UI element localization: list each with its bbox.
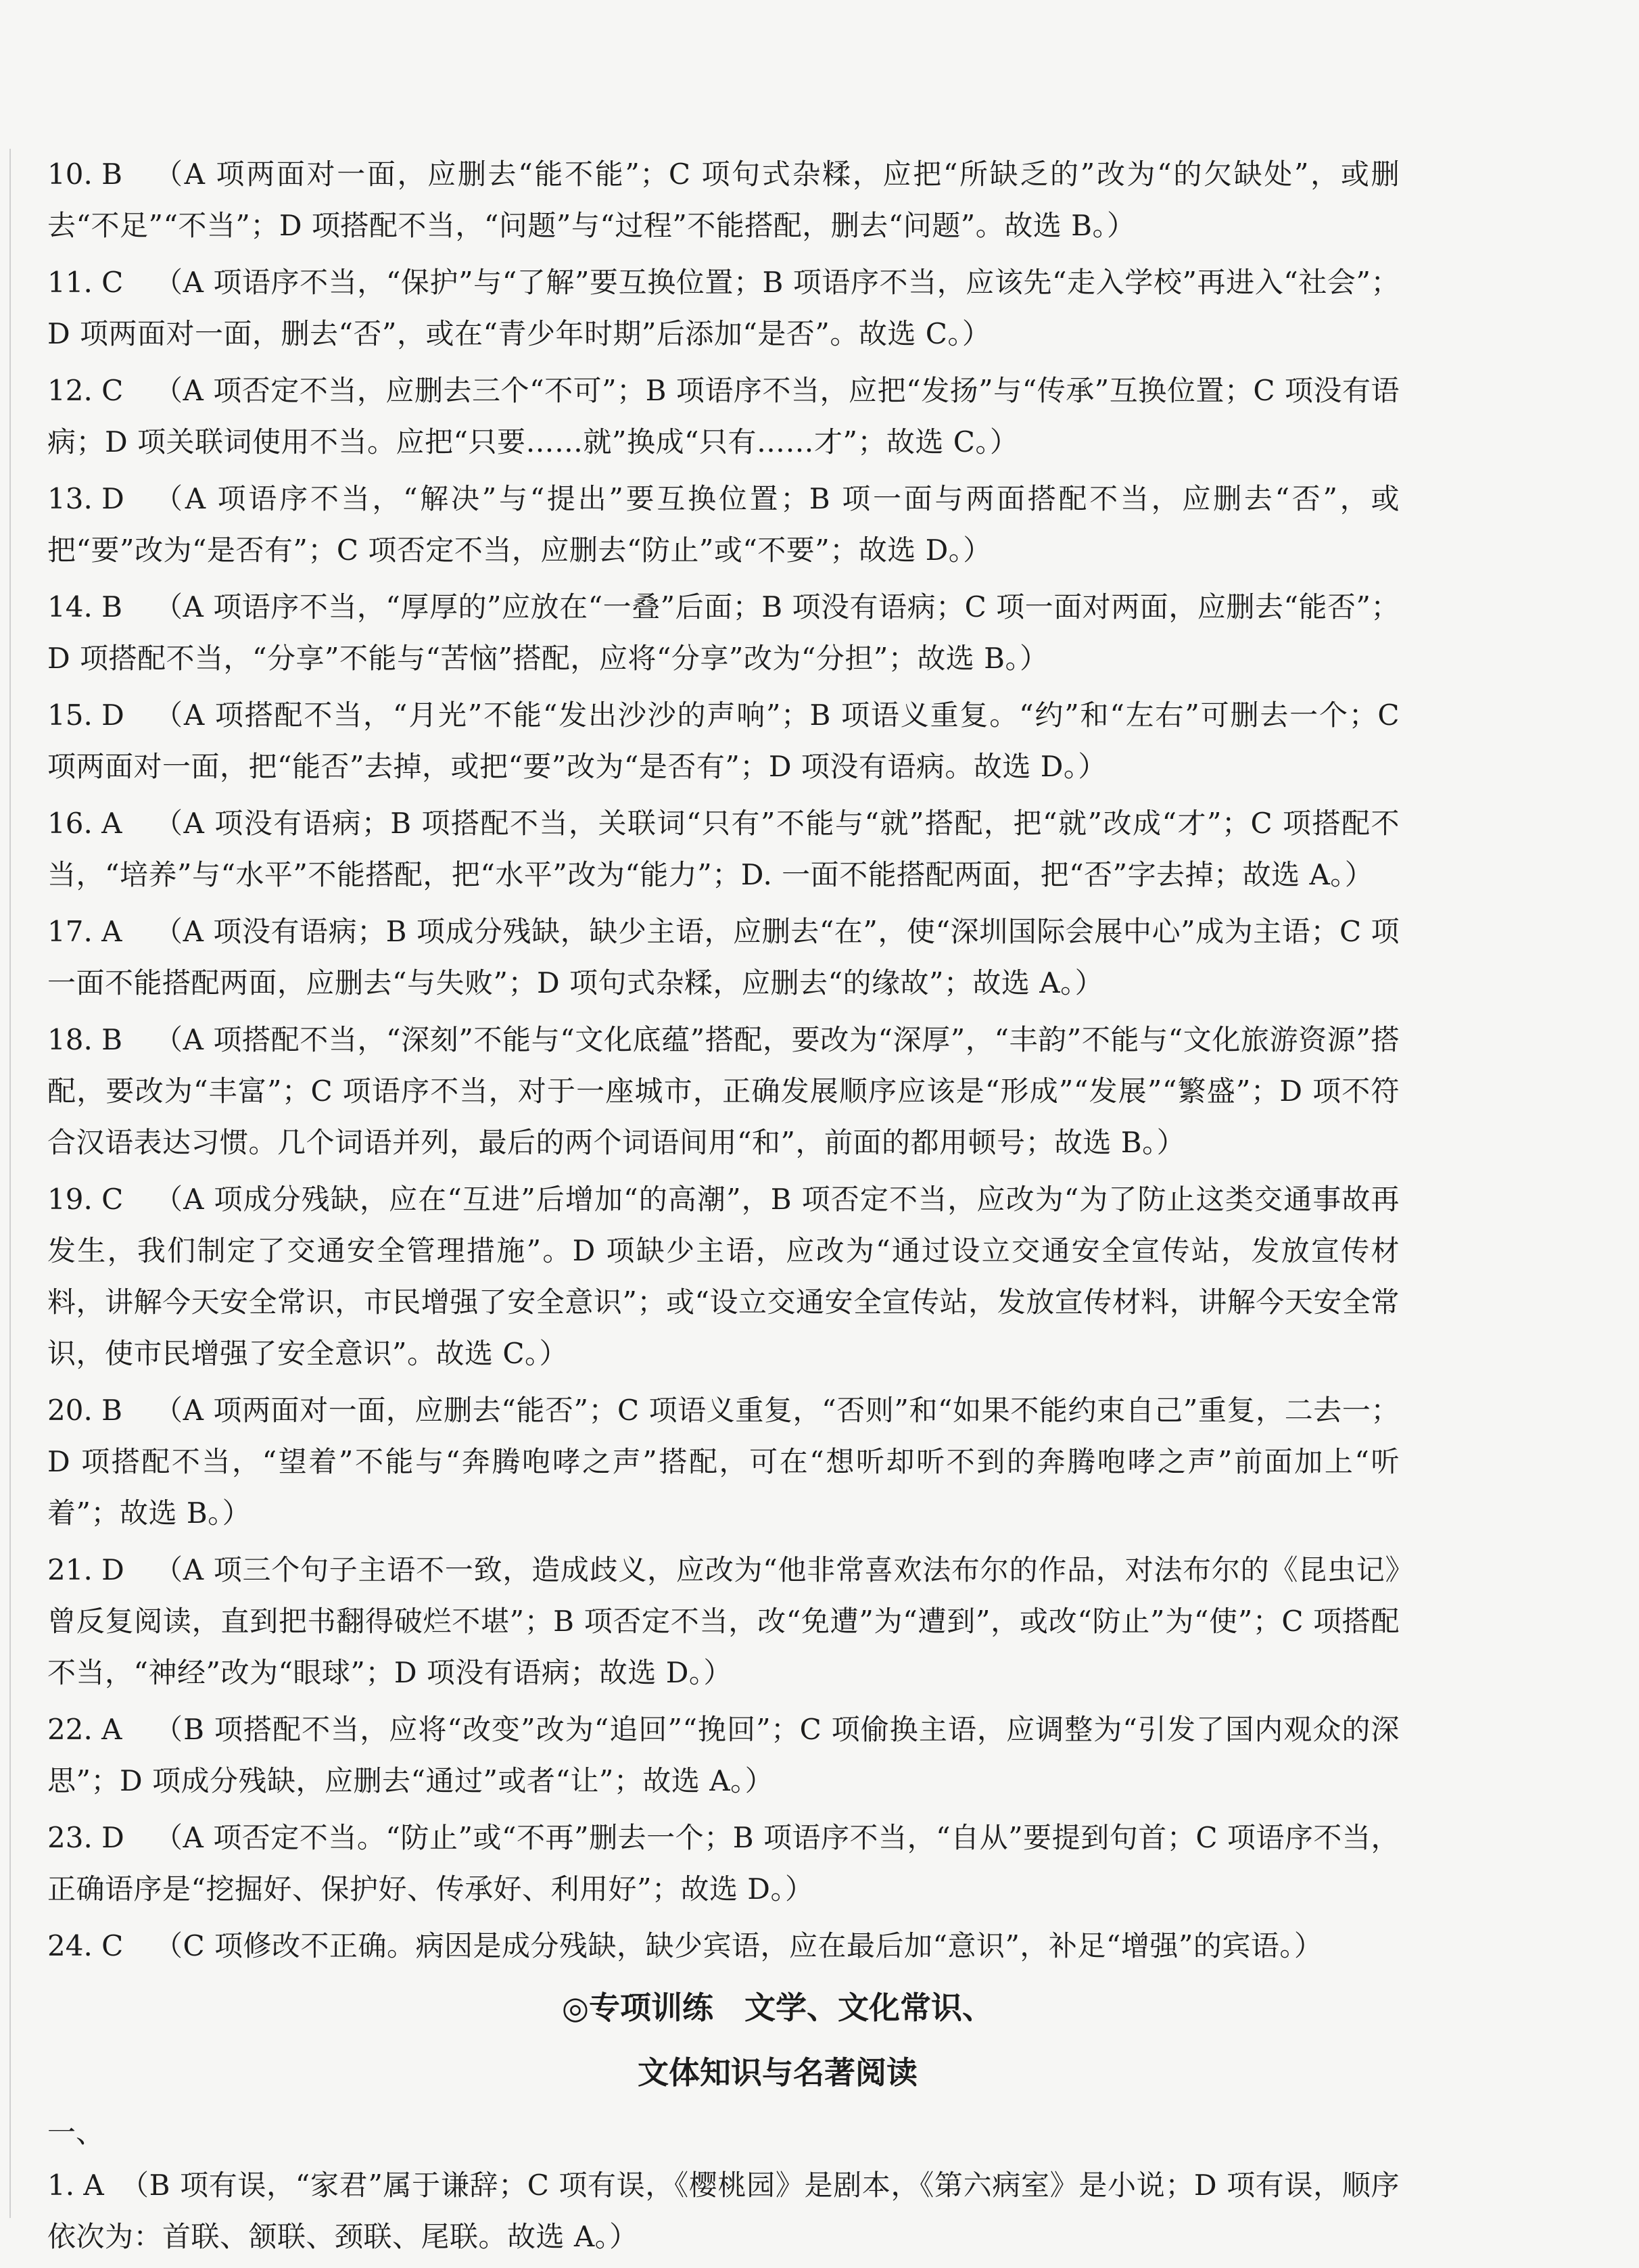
answer-explanation: （A 项两面对一面，应删去“能不能”；C 项句式杂糅，应把“所缺乏的”改为“的欠缺处”，或删去“不足”“不当”；D 项搭配不当，“问题”与“过程”不能搭配，删去“问题”。故选 B。）: [47, 158, 1400, 242]
answer-item: [47, 149, 1400, 252]
answer-number: 22. A: [47, 1713, 122, 1746]
answer-explanation: （A 项没有语病；B 项搭配不当，关联词“只有”不能与“就”搭配，把“就”改成“才”；C 项搭配不当，“培养”与“水平”不能搭配，把“水平”改为“能力”；D. 一面不能搭配两面，把“否”字去掉；故选 A。）: [47, 807, 1400, 891]
answer-number: 13. D: [47, 482, 124, 515]
answer-explanation: （A 项语序不当，“保护”与“了解”要互换位置；B 项语序不当，应该先“走入学校”再进入“社会”；D 项两面对一面，删去“否”，或在“青少年时期”后添加“是否”。故选 C。）: [47, 266, 1400, 350]
part-label: 一、: [47, 2116, 105, 2149]
answer-item: [47, 257, 1400, 360]
answer-explanation: （A 项否定不当。“防止”或“不再”删去一个；B 项语序不当，“自从”要提到句首；C 项语序不当，正确语序是“挖掘好、保护好、传承好、利用好”；故选 D。）: [47, 1821, 1400, 1906]
part-item-list: [47, 2160, 1400, 2263]
answer-number: 24. C: [47, 1929, 124, 1962]
answer-number: 17. A: [47, 915, 122, 948]
answer-number: 19. C: [47, 1183, 124, 1216]
answer-number: 15. D: [47, 699, 124, 732]
answer-item: [47, 1704, 1400, 1807]
answer-explanation: （B 项搭配不当，应将“改变”改为“追回”“挽回”；C 项偷换主语，应调整为“引发了国内观众的深思”；D 项成分残缺，应删去“通过”或者“让”；故选 A。）: [47, 1713, 1400, 1797]
answer-number: 12. C: [47, 374, 124, 407]
answer-item: [47, 906, 1400, 1009]
answer-item: [47, 365, 1400, 468]
content: [47, 149, 1400, 2268]
answer-item: [47, 1920, 1400, 1972]
answer-number: 1. A: [47, 2169, 104, 2202]
answer-explanation: （A 项搭配不当，“月光”不能“发出沙沙的声响”；B 项语义重复。“约”和“左右”可删去一个；C 项两面对一面，把“能否”去掉，或把“要”改为“是否有”；D 项没有语病。故选 D。）: [47, 699, 1400, 783]
answer-item: [47, 1385, 1400, 1539]
answer-number: 11. C: [47, 266, 124, 299]
answer-explanation: （A 项成分残缺，应在“互进”后增加“的高潮”，B 项否定不当，应改为“为了防止这类交通事故再发生，我们制定了交通安全管理措施”。D 项缺少主语，应改为“通过设立交通安全宣传站，发放宣传材料，讲解今天安全常识，市民增强了安全意识”；或“设立交通安全宣传站，发放宣传材料，讲解今天安全常识，使市民增强了安全意识”。故选 C。）: [47, 1183, 1400, 1370]
answer-item: [47, 473, 1400, 576]
answer-item: [47, 1014, 1400, 1168]
answer-explanation: （A 项两面对一面，应删去“能否”；C 项语义重复，“否则”和“如果不能约束自己”重复，二去一；D 项搭配不当，“望着”不能与“奔腾咆哮之声”搭配，可在“想听却听不到的奔腾咆哮之声”前面加上“听着”；故选 B。）: [47, 1394, 1400, 1530]
answer-item: [47, 1174, 1400, 1379]
answer-item: [47, 690, 1400, 793]
answer-item: [47, 798, 1400, 901]
section-title-line-2: 文体知识与名著阅读: [638, 2054, 918, 2091]
answer-number: 16. A: [47, 807, 122, 840]
answer-explanation: （A 项语序不当，“厚厚的”应放在“一叠”后面；B 项没有语病；C 项一面对两面，应删去“能否”；D 项搭配不当，“分享”不能与“苦恼”搭配，应将“分享”改为“分担”；故选 B。）: [47, 590, 1400, 675]
answer-explanation: （B 项有误，“家君”属于谦辞；C 项有误，《樱桃园》是剧本，《第六病室》是小说；D 项有误，顺序依次为：首联、颔联、颈联、尾联。故选 A。）: [47, 2169, 1400, 2253]
answer-explanation: （A 项否定不当，应删去三个“不可”；B 项语序不当，应把“发扬”与“传承”互换位置；C 项没有语病；D 项关联词使用不当。应把“只要……就”换成“只有……才”；故选 C。）: [47, 374, 1400, 458]
answer-item: [47, 2160, 1400, 2263]
margin-line: [9, 149, 11, 2218]
answer-number: 14. B: [47, 590, 123, 623]
answer-number: 20. B: [47, 1394, 123, 1427]
answer-explanation: （A 项没有语病；B 项成分残缺，缺少主语，应删去“在”，使“深圳国际会展中心”成为主语；C 项一面不能搭配两面，应删去“与失败”；D 项句式杂糅，应删去“的缘故”；故选 A。）: [47, 915, 1400, 999]
answer-explanation: （C 项修改不正确。病因是成分残缺，缺少宾语，应在最后加“意识”，补足“增强”的宾语。）: [154, 1929, 1323, 1962]
answer-number: 21. D: [47, 1553, 124, 1586]
answer-item: [47, 1812, 1400, 1915]
answer-list: [47, 149, 1400, 1972]
answer-explanation: （A 项三个句子主语不一致，造成歧义，应改为“他非常喜欢法布尔的作品，对法布尔的《昆虫记》曾反复阅读，直到把书翻得破烂不堪”；B 项否定不当，改“免遭”为“遭到”，或改“防止”为“使”；C 项搭配不当，“神经”改为“眼球”；D 项没有语病；故选 D。）: [47, 1553, 1400, 1689]
answer-explanation: （A 项语序不当，“解决”与“提出”要互换位置；B 项一面与两面搭配不当，应删去“否”，或把“要”改为“是否有”；C 项否定不当，应删去“防止”或“不要”；故选 D。）: [47, 482, 1400, 567]
answer-number: 18. B: [47, 1023, 123, 1056]
section-title-line-1: ◎专项训练 文学、文化常识、: [561, 1989, 994, 2026]
answer-explanation: （A 项搭配不当，“深刻”不能与“文化底蕴”搭配，要改为“深厚”，“丰韵”不能与“文化旅游资源”搭配，要改为“丰富”；C 项语序不当，对于一座城市，正确发展顺序应该是“形成”“发展”“繁盛”；D 项不符合汉语表达习惯。几个词语并列，最后的两个词语间用“和”，前面的都用顿号；故选 B。）: [47, 1023, 1400, 1159]
answer-number: 23. D: [47, 1821, 124, 1854]
answer-item: [47, 582, 1400, 684]
answer-item: [47, 1544, 1400, 1699]
answer-number: 10. B: [47, 158, 123, 191]
